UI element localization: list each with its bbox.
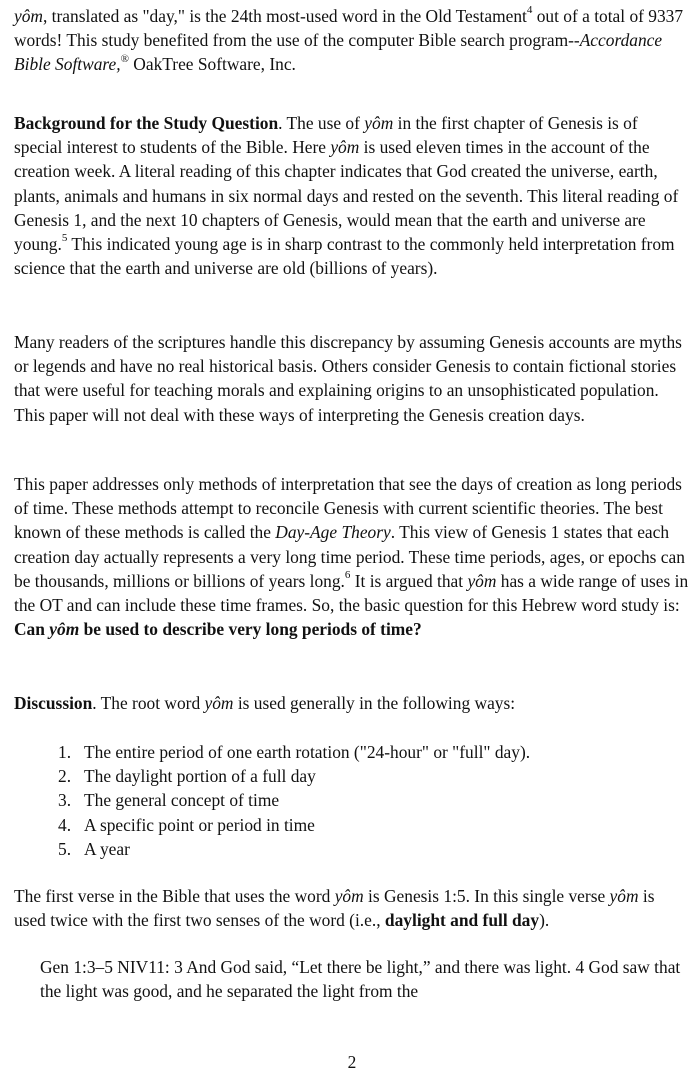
hebrew-word: yôm bbox=[364, 113, 394, 133]
page-number: 2 bbox=[347, 1052, 357, 1072]
hebrew-word: yôm bbox=[467, 570, 497, 591]
intro-paragraph: yôm, translated as "day," is the 24th most-used word in the Old Testament$^4$ out of a total of 9337 words! This study benefited from the use of the computer Bible search program--Accordance Bible Software,® OakTree Software, Inc. bbox=[14, 4, 684, 75]
hebrew-word: yôm bbox=[609, 886, 639, 906]
footnote-ref: 5 bbox=[61, 232, 68, 245]
scripture-quote: Gen 1:3–5 NIV11: 3 And God said, “Let there be light,” and there was light. 4 God saw that the light was good, and he separated the light from the bbox=[40, 957, 681, 1002]
hebrew-word: yôm bbox=[334, 886, 364, 906]
hebrew-word: yôm bbox=[204, 693, 234, 713]
usage-list bbox=[58, 740, 678, 861]
section-heading: Discussion bbox=[14, 693, 93, 713]
list-item: 3. The general concept of time bbox=[58, 790, 280, 811]
list-item: 1. The entire period of one earth rotation ("24-hour" or "full" day). bbox=[58, 742, 531, 762]
hebrew-word: yôm bbox=[14, 6, 43, 26]
study-question: Can yôm be used to describe very long periods of time? bbox=[14, 619, 422, 640]
registered-mark: ® bbox=[120, 52, 129, 65]
list-item: 2. The daylight portion of a full day bbox=[58, 766, 316, 787]
discussion-paragraph: Discussion. The root word yôm is used generally in the following ways: bbox=[14, 693, 516, 713]
day-age-paragraph: This paper addresses only methods of interpretation that see the days of creation as long periods of time. These methods attempt to reconcile Genesis with current scientific theories. The best known of these methods is called the Day-Age Theory. This view of Genesis 1 states that each creation day actually represents a very long time period. These time periods, ages, or epochs can be thousands, millions or billions of years long.$^6$ It is argued that yôm has a wide range of uses in the OT and can include these time frames. So, the basic question for this Hebrew word study is: Can yôm be used to describe very long periods of time? bbox=[14, 474, 689, 640]
theory-name: Day-Age Theory bbox=[275, 522, 391, 543]
list-item: 5. A year bbox=[58, 838, 130, 859]
footnote-ref: 6 bbox=[344, 569, 351, 582]
footnote-ref: 4 bbox=[526, 4, 533, 17]
first-verse-paragraph: The first verse in the Bible that uses the word yôm is Genesis 1:5. In this single verse yôm is used twice with the first two senses of the word (i.e., daylight and full day). bbox=[14, 886, 655, 931]
hebrew-word: yôm bbox=[330, 137, 360, 158]
list-item: 4. A specific point or period in time bbox=[58, 814, 315, 835]
section-heading: Background for the Study Question bbox=[14, 113, 279, 133]
software-name: Accordance Bible Software, bbox=[14, 30, 663, 75]
background-paragraph: Background for the Study Question. The use of yôm in the first chapter of Genesis is of special interest to students of the Bible. Here yôm is used eleven times in the account of the creation week. A literal reading of this chapter indicates that God created the universe, earth, plants, animals and humans in six normal days and rested on the seventh. This literal reading of Genesis 1, and the next 10 chapters of Genesis, would mean that the earth and universe are young.$^5$ This indicated young age is in sharp contrast to the commonly held interpretation from science that the earth and universe are old (billions of years). bbox=[14, 113, 679, 279]
readers-paragraph: Many readers of the scriptures handle this discrepancy by assuming Genesis accounts are myths or legends and have no real historical basis. Others consider Genesis to contain fictional stories that were useful for teaching morals and explaining origins to an unsophisticated population. This paper will not deal with these ways of interpreting the Genesis creation days. bbox=[14, 332, 682, 425]
emphasis: daylight and full day bbox=[384, 910, 540, 931]
